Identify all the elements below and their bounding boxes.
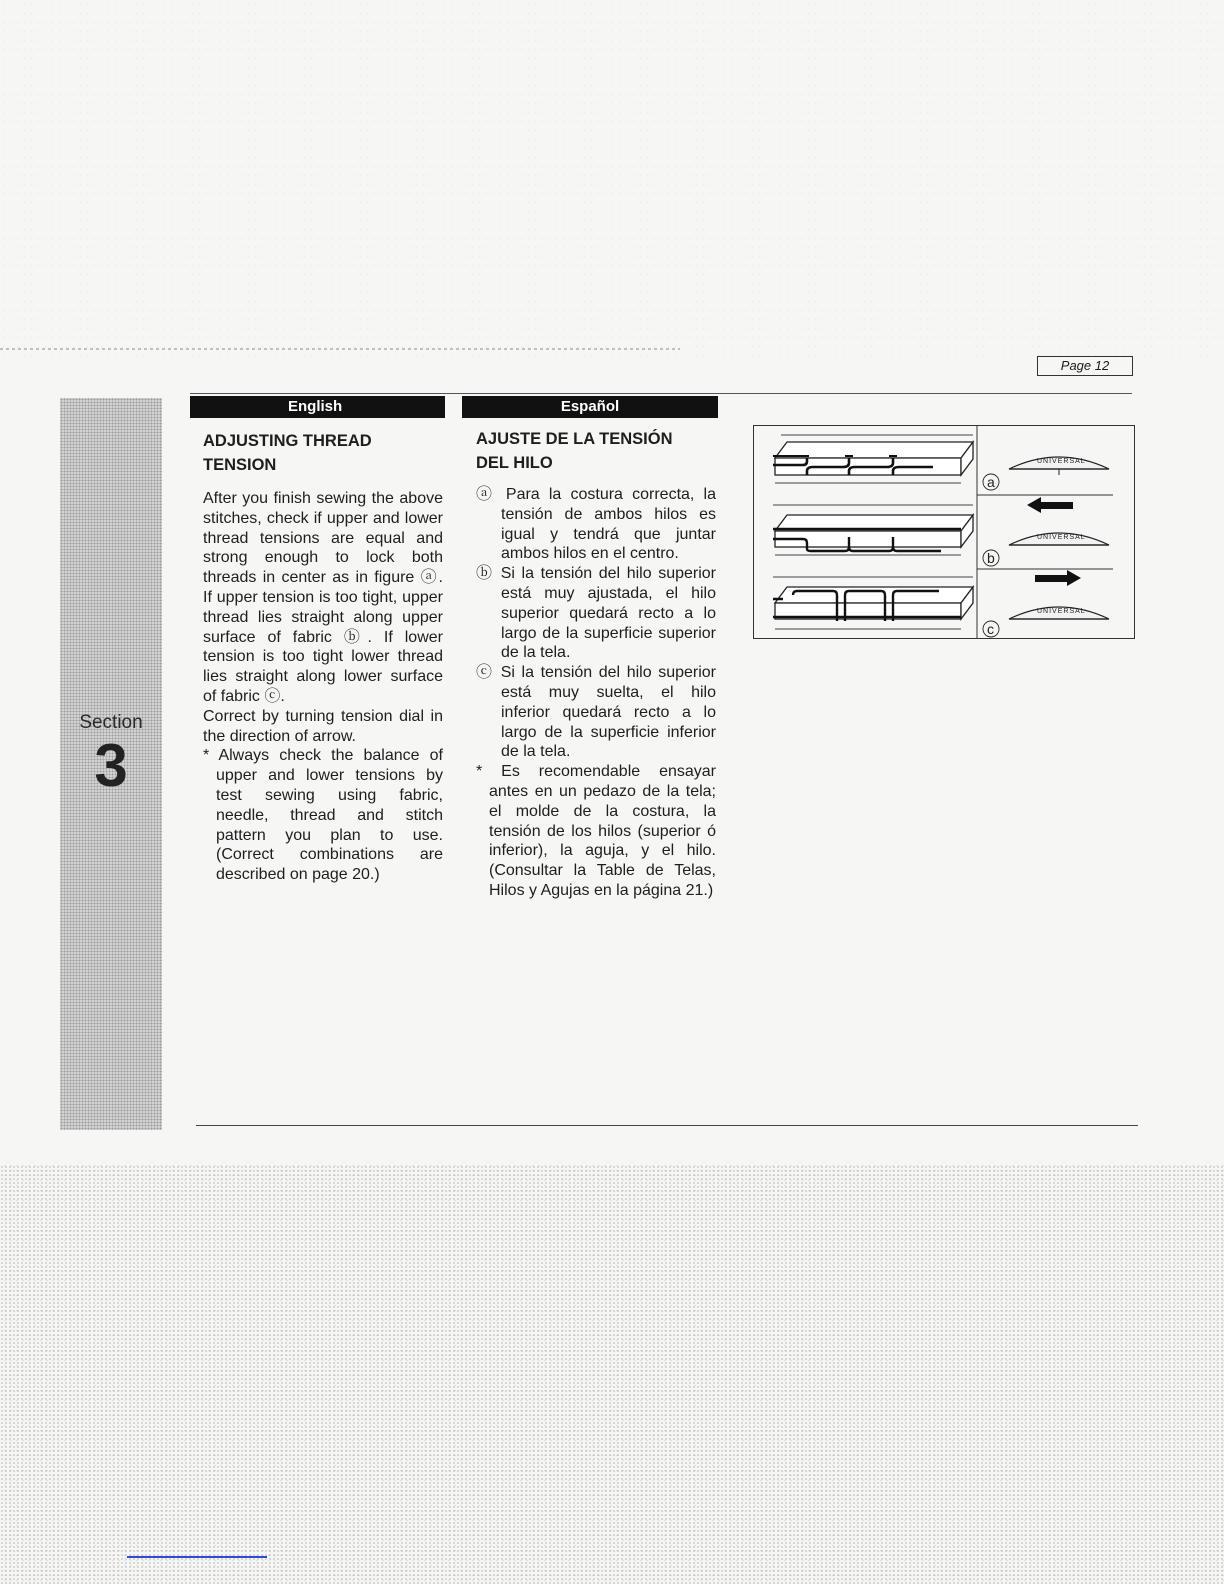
tab-english — [190, 396, 445, 418]
english-heading — [203, 429, 443, 477]
header-rule — [190, 393, 1132, 394]
spanish-heading-line2: DEL HILO — [476, 454, 553, 472]
scan-artifact-underline — [127, 1556, 267, 1558]
spanish-item-c: ⓒ Si la tensión del hilo superior está muy suelta, el hilo inferior quedará recto a lo largo de la superficie inferior de la tela. — [476, 664, 716, 761]
arrow-left-icon — [1027, 497, 1073, 513]
scan-artifact-line — [0, 348, 680, 350]
english-column — [203, 429, 443, 885]
tension-dial-a — [1009, 457, 1109, 475]
page-number: Page 12 — [1037, 356, 1133, 376]
english-heading-line2: TENSION — [203, 456, 277, 474]
spanish-column — [476, 427, 716, 901]
section-label: Section — [79, 712, 143, 733]
tension-figure — [753, 425, 1135, 639]
english-note: * Always check the balance of upper and lower tensions by test sewing using fabric, needle, thread and stitch pattern you plan to use. (Correct combinations are described on page 20.) — [203, 747, 443, 884]
spanish-heading — [476, 427, 716, 475]
english-heading-line1: ADJUSTING THREAD — [203, 432, 372, 450]
stitch-diagram-a — [773, 435, 973, 483]
english-correct: Correct by turning tension dial in the direction of arrow. — [203, 707, 443, 745]
dial-text-c: UNIVERSAL — [1037, 608, 1086, 615]
dial-text-b: UNIVERSAL — [1037, 534, 1086, 541]
label-c: c — [987, 621, 994, 637]
stitch-diagram-c — [773, 577, 973, 629]
dial-text-a: UNIVERSAL — [1037, 458, 1086, 465]
label-a: a — [987, 474, 995, 490]
tension-dial-b — [1009, 533, 1109, 545]
spanish-item-b: ⓑ Si la tensión del hilo superior está muy ajustada, el hilo superior quedará recto a lo largo de la superficie superior de la tela. — [476, 565, 716, 662]
english-body: After you finish sewing the above stitches, check if upper and lower thread tensions are equal and strong enough to lock both threads in center as in figure ⓐ. If upper tension is too tight, upper thread lies straight along upper surface of fabric ⓑ. If lower tension is too tight lower thread lies straight along lower surface of fabric ⓒ. — [203, 490, 443, 705]
spanish-note: * Es recomendable ensayar antes en un pedazo de la tela; el molde de la costura, la tensión de los hilos (superior ó inferior), la aguja, y el hilo. (Consultar la Table de Telas, Hilos y Agujas en la página 21.) — [476, 763, 716, 899]
tension-dial-c — [1009, 607, 1109, 619]
scan-noise-top — [0, 0, 1224, 360]
section-number: 3 — [94, 732, 128, 799]
tab-spanish: Español — [462, 396, 718, 418]
arrow-right-icon — [1035, 570, 1081, 586]
footer-rule — [196, 1125, 1138, 1126]
tab-english-label: English — [288, 398, 343, 415]
stitch-diagram-b — [773, 505, 973, 555]
spanish-item-a: ⓐ Para la costura correcta, la tensión de ambos hilos es igual y tendrá que juntar ambos hilos en el centro. — [476, 486, 716, 563]
label-b: b — [987, 550, 995, 566]
spanish-heading-line1: AJUSTE DE LA TENSIÓN — [476, 430, 673, 448]
scan-noise-bottom — [0, 1165, 1224, 1584]
